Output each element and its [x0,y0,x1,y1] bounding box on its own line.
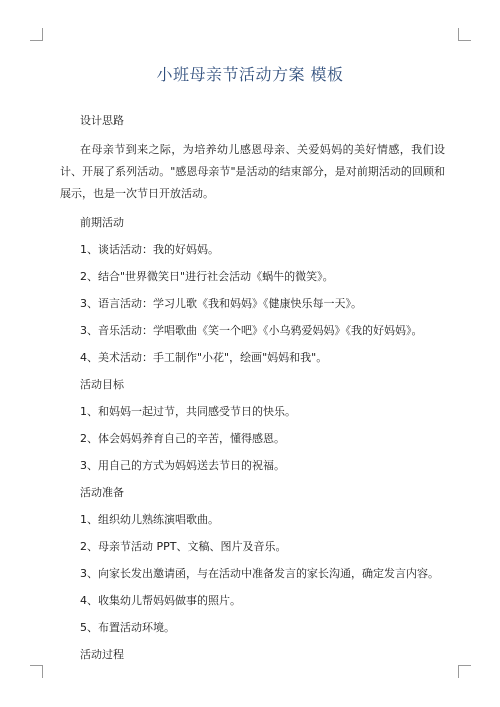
section-heading-preparation: 活动准备 [80,486,124,499]
crop-mark-top-left [30,28,43,41]
crop-mark-top-right [458,28,471,41]
list-item: 3、向家长发出邀请函，与在活动中准备发言的家长沟通，确定发言内容。 [80,567,439,580]
section-heading-design: 设计思路 [80,114,124,127]
list-item: 1、谈话活动：我的好妈妈。 [80,243,219,256]
document-title: 小班母亲节活动方案 模板 [156,65,344,84]
list-item: 3、用自己的方式为妈妈送去节日的祝福。 [80,459,285,472]
section-heading-goals: 活动目标 [80,378,124,391]
list-item: 1、组织幼儿熟练演唱歌曲。 [80,513,219,526]
list-item: 3、音乐活动：学唱歌曲《笑一个吧》《小乌鸦爱妈妈》《我的好妈妈》。 [80,324,423,337]
list-item: 5、布置活动环境。 [80,621,175,634]
list-item: 2、结合"世界微笑日"进行社会活动《蜗牛的微笑》。 [80,270,334,283]
list-item: 1、和妈妈一起过节，共同感受节日的快乐。 [80,405,296,418]
design-paragraph: 在母亲节到来之际，为培养幼儿感恩母亲、关爱妈妈的美好情感，我们设计、开展了系列活动。"感恩母亲节"是活动的结束部分，是对前期活动的回顾和展示，也是一次节日开放活动。 [60,143,445,200]
section-heading-prep-activities: 前期活动 [80,216,124,229]
list-item: 4、美术活动：手工制作"小花"，绘画"妈妈和我"。 [80,351,328,364]
section-heading-process: 活动过程 [80,648,124,661]
list-item: 4、收集幼儿帮妈妈做事的照片。 [80,594,241,607]
list-item: 3、语言活动：学习儿歌《我和妈妈》《健康快乐每一天》。 [80,297,362,310]
list-item: 2、体会妈妈养育自己的辛苦，懂得感恩。 [80,432,285,445]
document-body [60,112,445,663]
crop-mark-bottom-right [458,665,471,678]
list-item: 2、母亲节活动 PPT、文稿、图片及音乐。 [80,540,287,553]
crop-mark-bottom-left [30,665,43,678]
